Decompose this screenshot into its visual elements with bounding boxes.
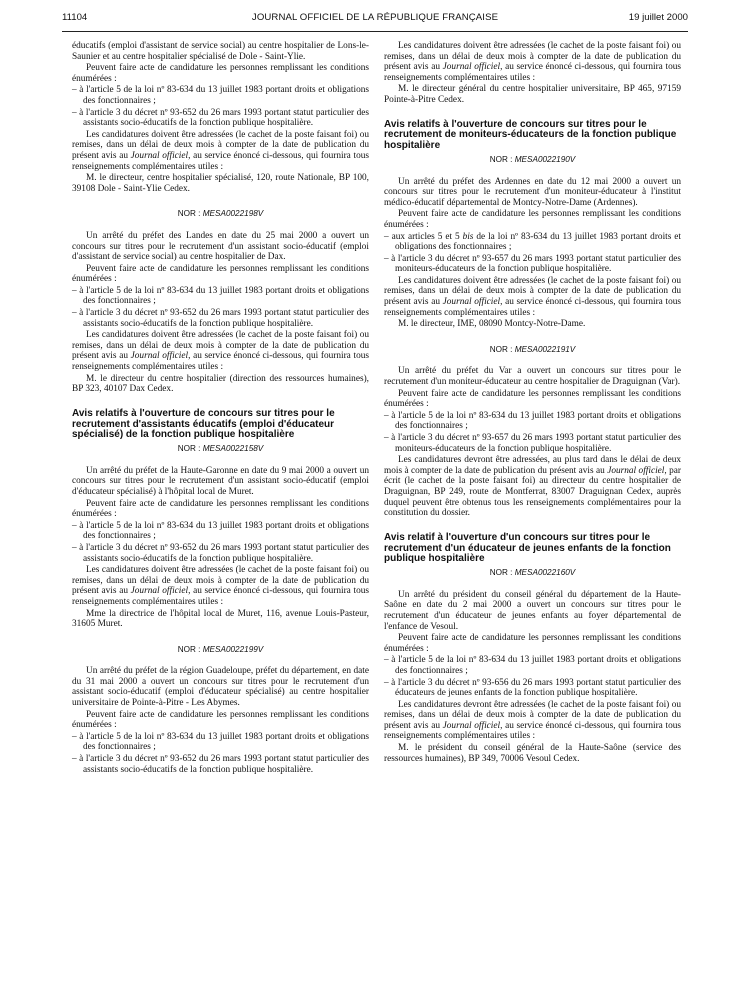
notice-guadeloupe-continued (384, 41, 681, 106)
nor-reference (72, 645, 369, 656)
nor-reference (384, 155, 681, 166)
list-item: – à l'article 3 du décret nº 93-652 du 26 mars 1993 portant statut particulier des assistants socio-éducatifs de la fonction publique hospitalière. (72, 107, 369, 129)
nor-label: NOR : (489, 568, 513, 578)
text: , au service énoncé ci-dessous, qui fournira tous renseignements complémentaires utiles : (384, 720, 681, 742)
paragraph (384, 700, 681, 742)
paragraph (72, 330, 369, 372)
nor-code: MESA0022191V (514, 344, 576, 354)
header-rule (62, 31, 688, 32)
notice-lons-dole (72, 41, 369, 194)
paragraph: Un arrêté du préfet du Var a ouvert un concours sur titres pour le recrutement d'un moniteur-éducateur au centre hospitalier de Draguignan (Var). (384, 366, 681, 388)
paragraph: Un arrêté du préfet de la Haute-Garonne en date du 9 mai 2000 a ouvert un concours sur titres pour le recrutement d'un assistant socio-éducatif (emploi d'éducateur spécialisé) à l'hôpital local de Muret. (72, 465, 369, 497)
address-paragraph: M. le directeur général du centre hospitalier universitaire, BP 465, 97159 Pointe-à-Pitre Cedex. (384, 84, 681, 105)
address-paragraph: M. le directeur, IME, 08090 Montcy-Notre-Dame. (398, 319, 586, 330)
journal-ref: Journal officiel (130, 351, 189, 362)
address-paragraph: M. le directeur, centre hospitalier spécialisé, 120, route Nationale, BP 100, 39108 Dole - Saint-Ylie Cedex. (72, 173, 369, 194)
section-heading: Avis relatif à l'ouverture d'un concours sur titres pour le recrutement d'un éducateur de jeunes enfants de la fonction publique hospitalière (384, 531, 671, 565)
list-item: – à l'article 5 de la loi nº 83-634 du 13 juillet 1983 portant droits et obligations des fonctionnaires ; (72, 85, 369, 106)
nor-reference (72, 209, 369, 220)
text: – aux articles 5 et 5 (384, 231, 463, 242)
notice-vesoul (384, 533, 681, 764)
text: Les candidatures doivent être adressées (le cachet de la poste faisant foi) ou remises, dans un délai de deux mois à compter de la date de publication du présent avis au (72, 330, 369, 362)
list-item: – à l'article 3 du décret nº 93-652 du 26 mars 1993 portant statut particulier des assistants socio-éducatifs de la fonction publique hospitalière. (72, 542, 369, 564)
list-item: – à l'article 3 du décret nº 93-656 du 26 mars 1993 portant statut particulier des éducateurs de jeunes enfants de la fonction publique hospitalière. (384, 677, 681, 699)
paragraph: éducatifs (emploi d'assistant de service social) au centre hospitalier de Lons-le-Saunier et au centre hospitalier spécialisé de Dole - Saint-Ylie. (72, 41, 369, 62)
text: , au service énoncé ci-dessous, qui fournira tous renseignements complémentaires utiles : (384, 297, 681, 318)
text: , au service énoncé ci-dessous, qui fournira tous renseignements complémentaires utiles : (72, 351, 369, 373)
paragraph: Peuvent faire acte de candidature les personnes remplissant les conditions énumérées : (72, 709, 369, 731)
paragraph (72, 130, 369, 172)
section-heading: Avis relatifs à l'ouverture de concours sur titres pour le recrutement de moniteurs-éducateurs de la fonction publique hospitalière (384, 118, 677, 152)
journal-ref: Journal officiel (130, 150, 189, 161)
text: Les candidatures devront être adressées (le cachet de la poste faisant foi) ou remises, dans un délai de deux mois à compter de la date de publication du présent avis au (384, 699, 681, 731)
journal-ref: Journal officiel (607, 465, 665, 476)
journal-ref: Journal officiel (442, 720, 501, 731)
paragraph: Peuvent faire acte de candidature les personnes remplissant les conditions énumérées : (384, 388, 681, 410)
journal-ref: Journal officiel (442, 62, 501, 73)
list-item: – à l'article 3 du décret nº 93-652 du 26 mars 1993 portant statut particulier des assistants socio-éducatifs de la fonction publique hospitalière. (72, 308, 369, 329)
paragraph: Peuvent faire acte de candidature les personnes remplissant les conditions énumérées : (72, 263, 369, 285)
nor-code: MESA0022198V (202, 209, 264, 219)
text: Les candidatures doivent être adressées (le cachet de la poste faisant foi) ou remises, dans un délai de deux mois à compter de la date de publication du présent avis au (72, 565, 369, 597)
nor-label: NOR : (489, 154, 513, 164)
text: , au service énoncé ci-dessous, qui fournira tous renseignements complémentaires utiles : (384, 62, 681, 83)
paragraph (384, 41, 681, 83)
notice-dax (72, 209, 369, 395)
paragraph (384, 276, 681, 318)
paragraph: Un arrêté du préfet des Landes en date du 25 mai 2000 a ouvert un concours sur titres pour le recrutement d'un assistant socio-éducatif (emploi d'assistant de service social) au centre hospitalier de Dax. (72, 230, 369, 263)
list-item: – à l'article 5 de la loi nº 83-634 du 13 juillet 1983 portant droits et obligations des fonctionnaires ; (72, 520, 369, 542)
text: Les candidatures doivent être adressées (le cachet de la poste faisant foi) ou remises, dans un délai de deux mois à compter de la date de publication du présent avis au (72, 129, 369, 161)
nor-label: NOR : (177, 209, 201, 219)
paragraph (384, 455, 681, 519)
list-item: – à l'article 5 de la loi nº 83-634 du 13 juillet 1983 portant droits et obligations des fonctionnaires ; (384, 655, 681, 676)
section-heading: Avis relatifs à l'ouverture de concours sur titres pour le recrutement d'assistants éducatifs (emploi d'éducateur spécialisé) de la fonction publique hospitalière (72, 407, 335, 441)
left-column (72, 41, 369, 776)
nor-code: MESA0022199V (202, 644, 264, 654)
journal-ref: Journal officiel (130, 586, 189, 597)
right-column (384, 41, 681, 765)
list-item: – à l'article 3 du décret nº 93-652 du 26 mars 1993 portant statut particulier des assistants socio-éducatifs de la fonction publique hospitalière. (72, 754, 369, 775)
list-item: – à l'article 5 de la loi nº 83-634 du 13 juillet 1983 portant droits et obligations des fonctionnaires ; (384, 410, 681, 432)
publication-date: 19 juillet 2000 (628, 12, 688, 23)
page-header (62, 12, 688, 28)
nor-label: NOR : (177, 444, 201, 454)
text: Les candidatures devront être adressées, au plus tard dans le délai de deux mois à compter de la date de publication du présent avis au (384, 455, 681, 476)
text: , au service énoncé ci-dessous, qui fournira tous renseignements complémentaires utiles : (72, 150, 369, 172)
paragraph: Peuvent faire acte de candidature les personnes remplissant les conditions énumérées : (384, 209, 681, 230)
address-paragraph: M. le président du conseil général de la Haute-Saône (service des ressources humaines), BP 349, 70006 Vesoul Cedex. (384, 743, 681, 764)
paragraph: Peuvent faire acte de candidature les personnes remplissant les conditions énumérées : (384, 633, 681, 654)
list-item: – à l'article 3 du décret nº 93-657 du 26 mars 1993 portant statut particulier des moniteurs-éducateurs de la fonction publique hospitalière. (384, 253, 681, 275)
page-number: 11104 (62, 12, 88, 23)
bis-text: bis (462, 231, 474, 242)
journal-title: JOURNAL OFFICIEL DE LA RÉPUBLIQUE FRANÇAISE (251, 12, 499, 23)
list-item: – à l'article 5 de la loi nº 83-634 du 13 juillet 1983 portant droits et obligations des fonctionnaires ; (72, 731, 369, 753)
text: Les candidatures doivent être adressées (le cachet de la poste faisant foi) ou remises, dans un délai de deux mois à compter de la date de publication du présent avis au (384, 41, 681, 73)
nor-reference (72, 444, 369, 455)
text: de la loi nº 83-634 du 13 juillet 1983 portant droits et obligations des fonctionnaires ; (395, 231, 681, 253)
text: , par écrit (le cachet de la poste faisant foi) au directeur du centre hospitalier de Draguignan, BP 249, route de Montferrat, 83007 Draguignan Cedex, auprès duquel peuvent être obtenus tous les renseignements complémentaires pour la constitution du dossier. (384, 465, 681, 519)
text: , au service énoncé ci-dessous, qui fournira tous renseignements complémentaires utiles : (72, 586, 369, 607)
notice-muret (72, 409, 369, 630)
address-paragraph: Mme la directrice de l'hôpital local de Muret, 116, avenue Louis-Pasteur, 31605 Muret. (72, 608, 369, 630)
text: Les candidatures doivent être adressées (le cachet de la poste faisant foi) ou remises, dans un délai de deux mois à compter de la date de publication du présent avis au (384, 275, 681, 308)
nor-code: MESA0022160V (514, 568, 576, 578)
list-item: – à l'article 5 de la loi nº 83-634 du 13 juillet 1983 portant droits et obligations des fonctionnaires ; (72, 285, 369, 307)
list-item (384, 232, 681, 253)
nor-label: NOR : (177, 644, 201, 654)
notice-guadeloupe (72, 645, 369, 776)
nor-reference (384, 345, 681, 356)
paragraph: Un arrêté du préfet de la région Guadeloupe, préfet du département, en date du 31 mai 2000 a ouvert un concours sur titres pour le recrutement d'un assistant socio-éducatif (emploi d'éducateur spécialisé) au centre hospitalier universitaire de Pointe-à-Pitre - Les Abymes. (72, 666, 369, 709)
paragraph: Peuvent faire acte de candidature les personnes remplissant les conditions énumérées : (72, 498, 369, 520)
notice-draguignan (384, 345, 681, 519)
address-paragraph: M. le directeur du centre hospitalier (direction des ressources humaines), BP 323, 40107 Dax Cedex. (72, 373, 369, 395)
journal-ref: Journal officiel (442, 297, 501, 308)
paragraph: Un arrêté du président du conseil général du département de la Haute-Saône en date du 2 mai 2000 a ouvert un concours sur titres pour le recrutement d'un éducateur de jeunes enfants au foyer départemental de l'enfance de Vesoul. (384, 589, 681, 632)
paragraph: Peuvent faire acte de candidature les personnes remplissant les conditions énumérées : (72, 63, 369, 84)
nor-reference (384, 568, 681, 579)
paragraph: Un arrêté du préfet des Ardennes en date du 12 mai 2000 a ouvert un concours sur titres pour le recrutement d'un moniteur-éducateur à l'institut médico-éducatif départemental de Montcy-Notre-Dame (Ardennes). (384, 176, 681, 208)
nor-code: MESA0022158V (202, 444, 264, 454)
notice-montcy (384, 120, 681, 330)
nor-code: MESA0022190V (514, 154, 576, 164)
paragraph (72, 565, 369, 607)
nor-label: NOR : (489, 344, 513, 354)
list-item: – à l'article 3 du décret nº 93-657 du 26 mars 1993 portant statut particulier des moniteurs-éducateurs de la fonction publique hospitalière. (384, 433, 681, 454)
